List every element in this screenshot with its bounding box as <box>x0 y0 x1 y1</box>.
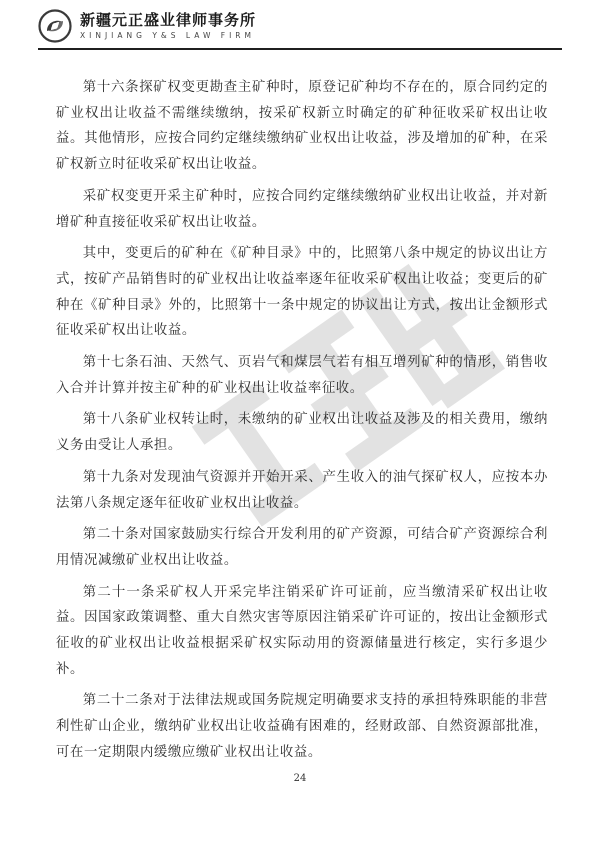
header-divider <box>38 48 562 50</box>
article-17-paragraph: 第十七条石油、天然气、页岩气和煤层气若有相互增列矿种的情形，销售收入合并计算并按主矿种的矿业权出让收益率征收。 <box>56 355 548 396</box>
article-16-paragraph: 第十六条探矿权变更勘查主矿种时，原登记矿种均不存在的，原合同约定的矿业权出让收益不需继续缴纳，按采矿权新立时确定的矿种征收采矿权出让收益。其他情形，应按合同约定继续缴纳矿业权出让收益，涉及增加的矿种，在采矿权新立时征收采矿权出让收益。 <box>56 80 548 173</box>
article-16-catalog-paragraph: 其中，变更后的矿种在《矿种目录》中的，比照第八条中规定的协议出让方式，按矿产品销售时的矿业权出让收益率逐年征收采矿权出让收益；变更后的矿种在《矿种目录》外的，比照第十一条中规定的协议出让方式，按出让金额形式征收采矿权出让收益。 <box>56 246 548 339</box>
article-19-paragraph: 第十九条对发现油气资源并开始开采、产生收入的油气探矿权人，应按本办法第八条规定逐年征收矿业权出让收益。 <box>56 469 548 511</box>
document-body <box>56 75 548 772</box>
firm-name-block <box>80 12 256 41</box>
article-18-paragraph: 第十八条矿业权转让时，未缴纳的矿业权出让收益及涉及的相关费用，缴纳义务由受让人承担。 <box>56 412 548 454</box>
article-21-paragraph: 第二十一条采矿权人开采完毕注销采矿许可证前，应当缴清采矿权出让收益。因国家政策调整、重大自然灾害等原因注销采矿许可证的，按出让金额形式征收的矿业权出让收益根据采矿权实际动用的资源储量进行核定，实行多退少补。 <box>56 584 548 677</box>
page-number: 24 <box>293 773 307 784</box>
article-22-paragraph: 第二十二条对于法律法规或国务院规定明确要求支持的承担特殊职能的非营利性矿山企业，缴纳矿业权出让收益确有困难的，经财政部、自然资源部批准，可在一定期限内缓缴应缴矿业权出让收益。 <box>56 693 548 760</box>
article-16-mining-change-paragraph: 采矿权变更开采主矿种时，应按合同约定继续缴纳矿业权出让收益，并对新增矿种直接征收采矿权出让收益。 <box>56 188 548 230</box>
firm-name-en: XINJIANG Y&S LAW FIRM <box>80 30 255 40</box>
firm-name-cn: 新疆元正盛业律师事务所 <box>80 10 257 29</box>
letterhead <box>38 6 562 46</box>
firm-logo-icon <box>38 9 72 43</box>
article-20-paragraph: 第二十条对国家鼓励实行综合开发利用的矿产资源，可结合矿产资源综合利用情况减缴矿业权出让收益。 <box>56 527 548 568</box>
